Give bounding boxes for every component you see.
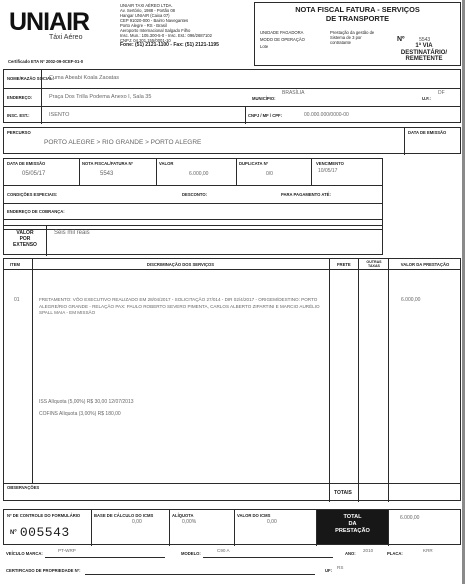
totals-label: TOTAIS <box>334 490 352 496</box>
uf-label: U.F.: <box>422 96 431 101</box>
amount-in-words-label-line: POR <box>19 236 31 242</box>
invoice-value: 5543 <box>100 171 114 177</box>
duplicate-value: 0/0 <box>266 171 273 177</box>
icms-base-label: BASE DE CÁLCULO DO ICMS <box>94 513 154 518</box>
dates-box <box>3 158 383 230</box>
invoice-number-label: Nº <box>397 36 405 43</box>
document-title-line2: DE TRANSPORTE <box>325 14 390 23</box>
amount-in-words-label-line: EXTENSO <box>13 242 37 248</box>
state-registration-label: INSC. EST.: <box>7 113 30 118</box>
emission-date-label: DATA DE EMISSÃO <box>7 161 46 166</box>
company-info-line: Insc. Mun.: 105.300-5-0 - Insc. Est.: 096/2687102 <box>120 33 212 38</box>
divider <box>32 259 33 483</box>
tax-line-iss: ISS Alíquota (5,00%) R$ 30,00 12/07/2013 <box>39 399 134 405</box>
divider <box>203 557 333 558</box>
company-logo <box>9 10 89 41</box>
rate-label: ALÍQUOTA <box>172 513 194 518</box>
document-title <box>255 5 460 23</box>
amount-in-words-box <box>3 225 383 255</box>
icms-base-value: 0,00 <box>132 519 142 525</box>
company-info-line: UNIAIR TAXI AÉREO LTDA. <box>120 3 173 8</box>
vehicle-brand-value: PT-WRP <box>58 548 76 553</box>
header-small-left <box>260 30 320 49</box>
observations-label: OBSERVAÇÕES <box>7 485 40 490</box>
lote-label: Lote <box>260 44 269 49</box>
logo-text: UNIAIR <box>9 8 90 36</box>
divider <box>358 259 359 502</box>
item-total: 6.000,00 <box>401 297 421 303</box>
document-title-box <box>254 2 461 66</box>
footer-box <box>3 509 461 545</box>
divider <box>4 483 460 484</box>
divider <box>4 203 382 204</box>
divider <box>4 88 460 89</box>
via-line3: REMETENTE <box>405 56 443 63</box>
header-small-right-line: contratante <box>330 40 351 45</box>
form-control-label: Nº DE CONTROLE DO FORMULÁRIO <box>7 513 81 518</box>
total-service-line: PRESTAÇÃO <box>335 528 370 534</box>
route-label: PERCURSO <box>7 130 31 135</box>
route-value: PORTO ALEGRE > RIO GRANDE > PORTO ALEGRE <box>44 139 202 146</box>
company-info-line: Aeroporto Internacional Salgado Filho <box>120 28 191 33</box>
divider <box>388 259 389 502</box>
company-info-line: Hangar UNIAIR (Caixa 07) <box>120 13 170 18</box>
company-header-box <box>3 2 257 66</box>
emission-date-value: 05/05/17 <box>22 171 46 177</box>
route-emission-label: DATA DE EMISSÃO <box>408 130 447 135</box>
header-small-right <box>330 30 385 45</box>
form-control-prefix: Nº <box>10 529 17 536</box>
value-label: VALOR <box>159 161 174 166</box>
form-control-value: 005543 <box>19 525 70 540</box>
cnpj-value: 00.000.000/0000-00 <box>304 112 349 118</box>
col-other-fees-header: OUTRAS TAXAS <box>366 260 382 268</box>
total-service-value: 6.000,00 <box>400 515 420 521</box>
ownership-uf-value: RS <box>337 565 344 570</box>
year-label: ANO: <box>345 551 356 556</box>
ownership-row <box>3 565 461 577</box>
header-small-right-line: Prestação da gestão de <box>330 30 375 35</box>
divider <box>91 510 92 546</box>
invoice-label: NOTA FISCAL/FATURA Nº <box>82 161 134 166</box>
divider <box>46 226 47 256</box>
divider <box>4 185 382 186</box>
modo-operacao-label: MODO DE OPERAÇÃO <box>260 37 305 42</box>
rate-value: 0,00% <box>182 519 197 525</box>
divider <box>4 269 460 270</box>
icms-value-label: VALOR DO ICMS <box>237 513 271 518</box>
divider <box>169 510 170 546</box>
address-label: ENDEREÇO: <box>7 95 33 100</box>
document-title-line1: NOTA FISCAL FATURA - SERVIÇOS <box>295 5 420 14</box>
divider <box>156 159 157 185</box>
cnpj-label: CNPJ / MF / CPF: <box>248 113 282 118</box>
tax-line-cofins: COFINS Alíquota (3,00%) R$ 180,00 <box>39 411 121 417</box>
col-item-header: ITEM <box>10 262 21 267</box>
company-info-line: CEP 91020-000 - Bairro Navegantes <box>120 18 189 23</box>
via-line2: DESTINATÁRIO/ <box>400 49 448 56</box>
billing-address-label: ENDEREÇO DE COBRANÇA: <box>7 209 65 214</box>
form-control-number <box>10 525 70 540</box>
logo-subtitle: Táxi Aéreo <box>49 34 83 41</box>
amount-in-words-label-line: VALOR <box>16 230 34 236</box>
duplicate-label: DUPLICATA Nº <box>239 161 269 166</box>
divider <box>388 510 389 546</box>
col-freight-header: FRETE <box>337 262 351 267</box>
vehicle-brand-label: VEÍCULO MARCA: <box>6 551 43 556</box>
year-value: 2010 <box>363 548 374 553</box>
uf-value: DF <box>438 90 445 96</box>
company-info-line: Av. Sertório, 1988 - Portão 08 <box>120 8 176 13</box>
item-number: 01 <box>14 297 20 303</box>
due-date-value: 10/05/17 <box>318 168 338 174</box>
divider <box>311 159 312 185</box>
divider <box>245 106 246 124</box>
name-value: Cuma Abeabi Koala Zaoatas <box>49 75 120 81</box>
value-value: 6.000,00 <box>189 171 209 177</box>
divider <box>85 574 315 575</box>
total-service-line: DA <box>348 521 357 527</box>
company-info <box>120 3 260 48</box>
divider <box>236 159 237 185</box>
due-date-label: VENCIMENTO <box>316 161 344 166</box>
model-value: C90 A <box>217 548 230 553</box>
divider <box>4 106 460 107</box>
model-label: MODELO: <box>181 551 201 556</box>
ownership-uf-label: UF: <box>325 568 332 573</box>
company-info-line: Porto Alegre - RS - Brasil <box>120 23 167 28</box>
plate-value: KRR <box>423 548 433 553</box>
discount-label: DESCONTO: <box>182 192 208 197</box>
divider <box>4 219 382 220</box>
certificate-number: Certificado ETA Nº 2002-09-0CEF-01-0 <box>8 59 84 64</box>
header-small-right-line: Sistema de 3 por <box>330 35 362 40</box>
amount-in-words-value: Seis mil reais <box>54 230 90 236</box>
special-conditions-label: CONDIÇÕES ESPECIAIS: <box>7 192 58 197</box>
company-info-line: CNPJ: 04.201.155/0001-10 <box>120 38 171 43</box>
state-registration-value: ISENTO <box>49 112 70 118</box>
col-total-header: VALOR DA PRESTAÇÃO <box>400 262 450 267</box>
route-box <box>3 127 461 154</box>
ownership-certificate-label: CERTIFICADO DE PROPRIEDADE Nº: <box>6 568 81 573</box>
city-label: MUNICÍPIO: <box>252 96 276 101</box>
city-value: BRASÍLIA <box>282 90 305 96</box>
services-table <box>3 258 461 501</box>
name-label: NOME/RAZÃO SOCIAL: <box>7 76 54 81</box>
pay-until-label: PARA PAGAMENTO ATÉ: <box>281 192 331 197</box>
via-block <box>389 43 459 63</box>
amount-in-words-label <box>4 230 46 248</box>
invoice-number-value: 5543 <box>419 37 431 43</box>
plate-label: PLACA: <box>387 551 403 556</box>
divider <box>45 557 165 558</box>
divider <box>234 510 235 546</box>
company-info-line: Fone: (51) 2121-1100 - Fax: (51) 2121-1195 <box>120 42 219 48</box>
col-description-header: DISCRIMINAÇÃO DOS SERVIÇOS <box>146 262 215 267</box>
item-description: FRETAMENTO: VÔO EXECUTIVO REALIZADO EM 28/04/2017 - SOLICITAÇÃO 27/014 - DIR 02/4/2017 - ORIGEM/DESTINO: PORTO ALEGRE/RIO GRANDE - RELAÇÃO PAX: PAULO ROBERTO SEVERO PIMENTA, CARLOS ALBERTO ZIPARTINI E MARCIO AURÉLIO SPALL MAIA - EM MISSÃO <box>39 297 320 316</box>
recipient-box <box>3 69 461 123</box>
divider <box>329 259 330 502</box>
total-service-line: TOTAL <box>343 514 362 520</box>
via-line1: 1ª VIA <box>415 43 433 49</box>
unidade-pagadora-label: UNIDADE PAGADORA <box>260 30 304 35</box>
icms-value: 0,00 <box>267 519 277 525</box>
divider <box>79 159 80 185</box>
total-service-box <box>317 510 388 544</box>
vehicle-row <box>3 548 461 560</box>
address-value: Praça Dos Trilla Podema Anexo I, Sala 35 <box>49 94 152 100</box>
divider <box>404 128 405 155</box>
